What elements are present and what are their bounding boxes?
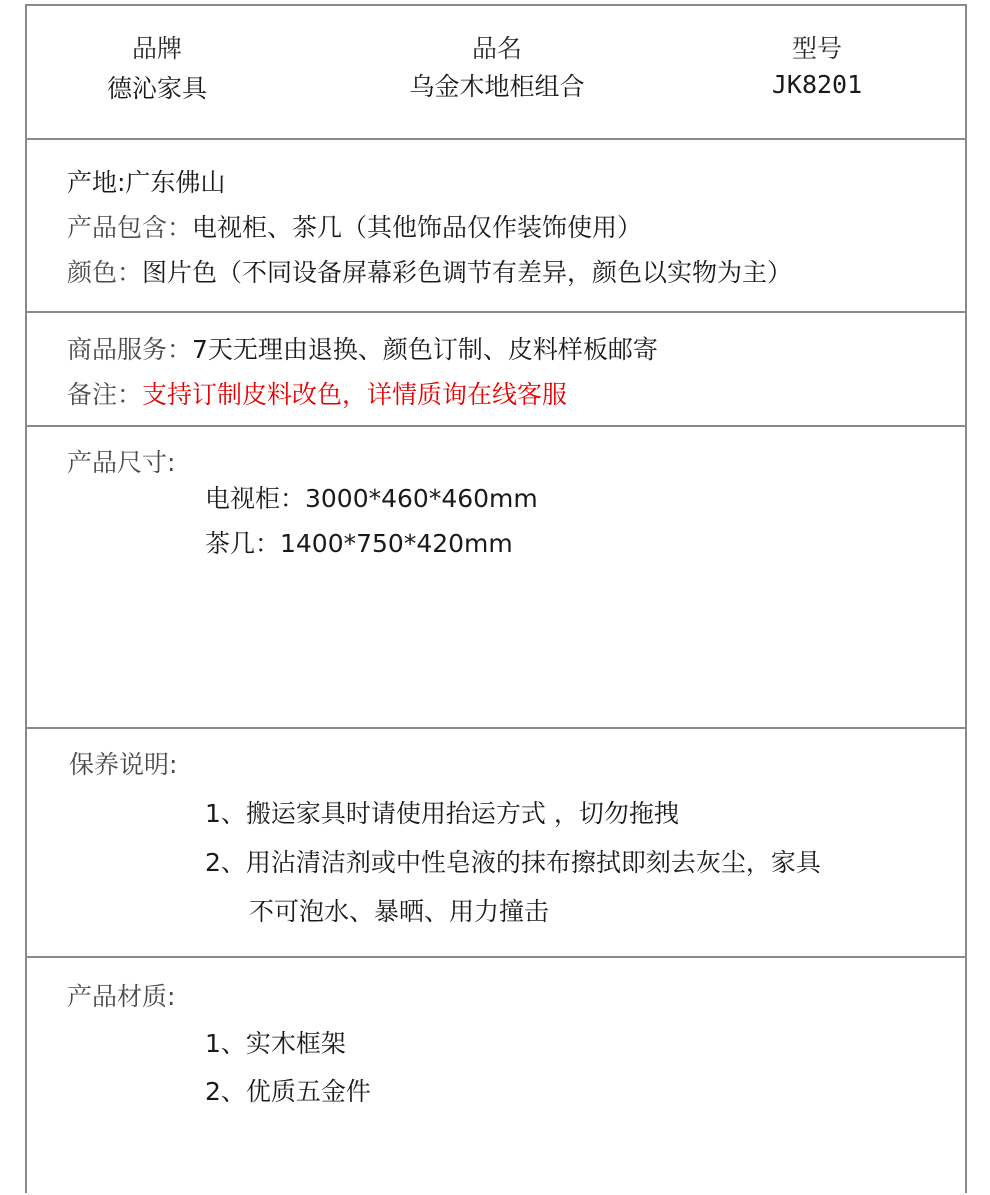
brand-column [67,32,247,106]
spec-sheet [25,4,967,1193]
color-value: 图片色（不同设备屏幕彩色调节有差异，颜色以实物为主） [142,258,793,287]
material-item-1: 1、实木框架 [205,1029,346,1058]
size-section [27,427,965,729]
color-line [67,258,792,288]
brand-label: 品牌 [131,34,182,63]
product-name-column [367,32,627,104]
model-label: 型号 [791,34,842,63]
includes-value: 电视柜、茶几（其他饰品仅作装饰使用） [192,213,643,242]
brand-value: 德沁家具 [106,74,207,103]
material-title: 产品材质: [67,982,176,1011]
product-name-value: 乌金木地柜组合 [409,72,585,101]
model-column [727,32,907,102]
care-item-1: 1、搬运家具时请使用抬运方式 ，切勿拖拽 [205,799,679,828]
size-item-tv-cabinet: 电视柜：3000*460*460mm [205,484,538,513]
care-item-2-continued: 不可泡水、暴晒、用力撞击 [249,897,550,926]
product-name-label: 品名 [471,34,522,63]
size-title: 产品尺寸: [67,448,176,477]
material-item-2: 2、优质五金件 [205,1077,371,1106]
origin-section [27,140,965,313]
origin-line: 产地:广东佛山 [67,168,226,197]
care-title: 保养说明: [69,750,178,779]
header-section [27,6,965,140]
material-section [27,958,965,1195]
note-line [67,380,567,410]
care-item-2: 2、用沾清洁剂或中性皂液的抹布擦拭即刻去灰尘，家具 [205,848,821,877]
service-value: 7天无理由退换、颜色订制、皮料样板邮寄 [192,335,658,364]
note-label: 备注： [67,380,143,409]
service-section [27,313,965,427]
model-value: JK8201 [771,70,863,99]
includes-label: 产品包含： [67,213,193,242]
note-value: 支持订制皮料改色，详情质询在线客服 [142,380,568,409]
care-section [27,729,965,958]
size-item-tea-table: 茶几：1400*750*420mm [205,529,513,558]
includes-line [67,213,642,243]
service-line [67,335,658,365]
service-label: 商品服务： [67,335,193,364]
color-label: 颜色： [67,258,143,287]
